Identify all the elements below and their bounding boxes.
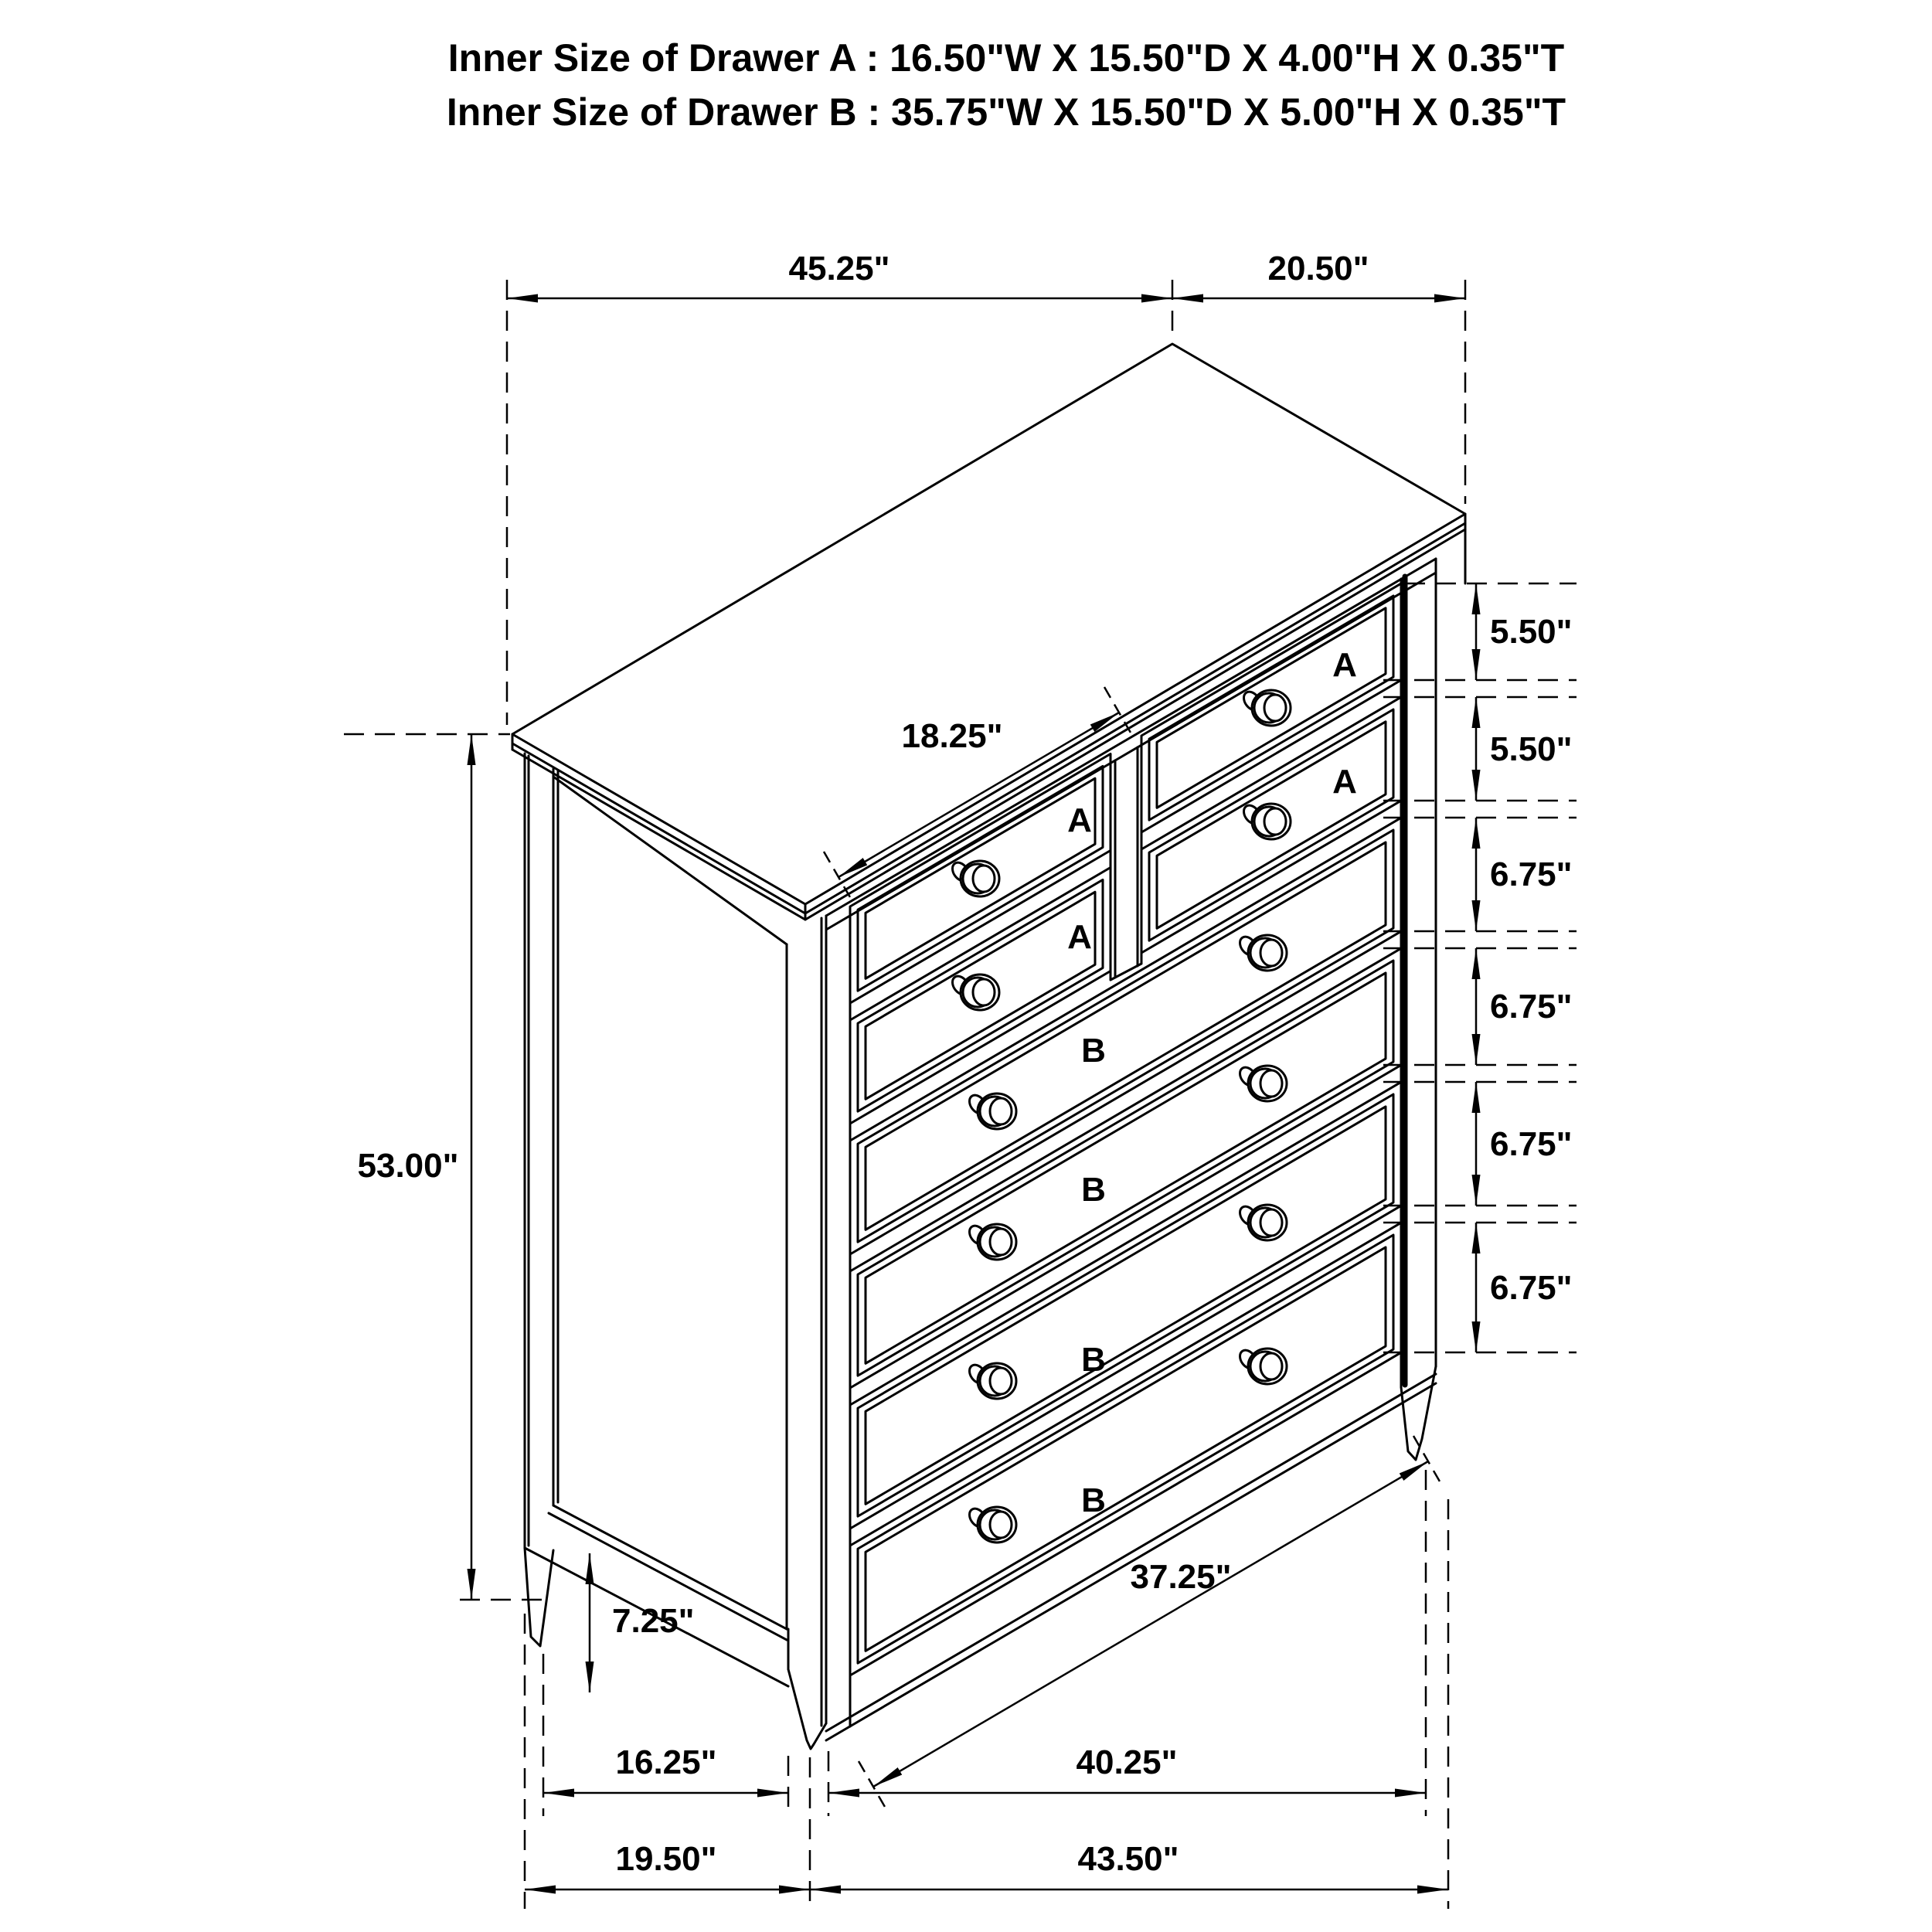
dimension-text-leg-height: 7.25" <box>612 1602 695 1640</box>
drawer-b-3-molding <box>866 1107 1386 1504</box>
drawer-b-4-molding <box>858 1235 1393 1663</box>
label-drawer-a-top-left: A <box>1067 801 1092 839</box>
knob-shape <box>990 1368 1012 1394</box>
label-drawer-a-top-right: A <box>1332 646 1357 684</box>
drawer-knob <box>966 1505 1016 1543</box>
drawer-b-4-outline <box>850 1223 1401 1675</box>
drawer-b-3 <box>850 1082 1401 1529</box>
label-drawer-b-1: B <box>1081 1032 1106 1070</box>
label-drawer-b-4: B <box>1081 1481 1106 1519</box>
drawer-b-2-molding <box>866 973 1386 1363</box>
front-face-bottom-edge-2 <box>826 1374 1436 1731</box>
drawer-b-3-outline <box>850 1082 1401 1529</box>
knob-shape <box>1260 1353 1282 1379</box>
title-line-2: Inner Size of Drawer B : 35.75"W X 15.50"D X 5.00"H X 0.35"T <box>446 90 1566 134</box>
dimension-text-drawer-height-4: 6.75" <box>1490 988 1573 1026</box>
title-block <box>447 36 1566 134</box>
drawer-knob <box>1236 1347 1287 1384</box>
dimension-text-small-drawer-width: 18.25" <box>901 717 1003 755</box>
dimension-text-drawer-height-3: 6.75" <box>1490 855 1573 893</box>
drawer-knob <box>966 1223 1016 1260</box>
drawer-knob <box>1240 689 1291 726</box>
dimension-text-bottom-front-right: 40.25" <box>1076 1743 1178 1781</box>
knob-shape <box>1260 1209 1282 1236</box>
knob-shape <box>990 1229 1012 1255</box>
dimension-text-top-depth: 20.50" <box>1267 250 1369 287</box>
label-drawer-a-mid-right: A <box>1332 763 1357 801</box>
knob-shape <box>1264 808 1286 835</box>
drawer-b-2 <box>850 948 1401 1388</box>
drawer-knob <box>949 973 999 1010</box>
drawer-knob <box>1236 934 1287 971</box>
dimension-text-drawer-height-6: 6.75" <box>1490 1269 1573 1307</box>
dresser-structure <box>512 344 1465 1749</box>
dimension-text-overall-height: 53.00" <box>357 1147 459 1185</box>
drawer-b-2-outline <box>850 948 1401 1388</box>
knob-shape <box>973 866 995 892</box>
knob-shape <box>990 1512 1012 1538</box>
knob-shape <box>990 1098 1012 1124</box>
center-divider <box>1111 745 1141 980</box>
overall-height-dimension <box>344 734 543 1600</box>
knob-shape <box>1260 1070 1282 1097</box>
drawer-b-4 <box>850 1223 1401 1675</box>
dimension-text-bottom-outer-left: 19.50" <box>615 1840 717 1878</box>
label-drawer-a-mid-left: A <box>1067 918 1092 956</box>
dimension-text-bottom-outer-right: 43.50" <box>1077 1840 1179 1878</box>
drawer-b-1 <box>850 818 1401 1254</box>
dimension-text-drawer-height-5: 6.75" <box>1490 1125 1573 1163</box>
drawer-knob <box>1236 1064 1287 1101</box>
knob-shape <box>1264 695 1286 721</box>
leg-height-dimension <box>590 1553 695 1692</box>
drawer-knob <box>1240 802 1291 839</box>
drawer-knob <box>1236 1203 1287 1240</box>
dimension-text-top-width: 45.25" <box>788 250 890 287</box>
drawer-b-1-molding <box>866 842 1386 1230</box>
dimension-text-big-drawer-width: 37.25" <box>1130 1558 1232 1596</box>
label-drawer-b-3: B <box>1081 1341 1106 1379</box>
drawer-b-1-molding <box>858 830 1393 1242</box>
drawer-knob <box>966 1362 1016 1399</box>
rear-left-leg <box>525 1548 553 1646</box>
dimension-text-drawer-height-2: 5.50" <box>1490 730 1573 768</box>
drawer-b-2-molding <box>858 961 1393 1376</box>
title-line-1: Inner Size of Drawer A : 16.50"W X 15.50"D X 4.00"H X 0.35"T <box>447 36 1565 80</box>
drawer-knobs <box>949 689 1291 1543</box>
dimension-line-big-drawer-width <box>873 1461 1428 1787</box>
right-side-dimensions <box>1383 583 1577 1352</box>
knob-shape <box>1260 940 1282 966</box>
side-panel-top-rail <box>553 777 787 944</box>
label-drawer-b-2: B <box>1081 1171 1106 1209</box>
drawer-knob <box>949 859 999 896</box>
dimension-text-bottom-front-left: 16.25" <box>615 1743 717 1781</box>
knob-shape <box>973 979 995 1005</box>
drawer-b-1-outline <box>850 818 1401 1254</box>
drawer-knob <box>966 1092 1016 1129</box>
dimension-text-drawer-height-1: 5.50" <box>1490 613 1573 651</box>
drawer-b-3-molding <box>858 1094 1393 1516</box>
